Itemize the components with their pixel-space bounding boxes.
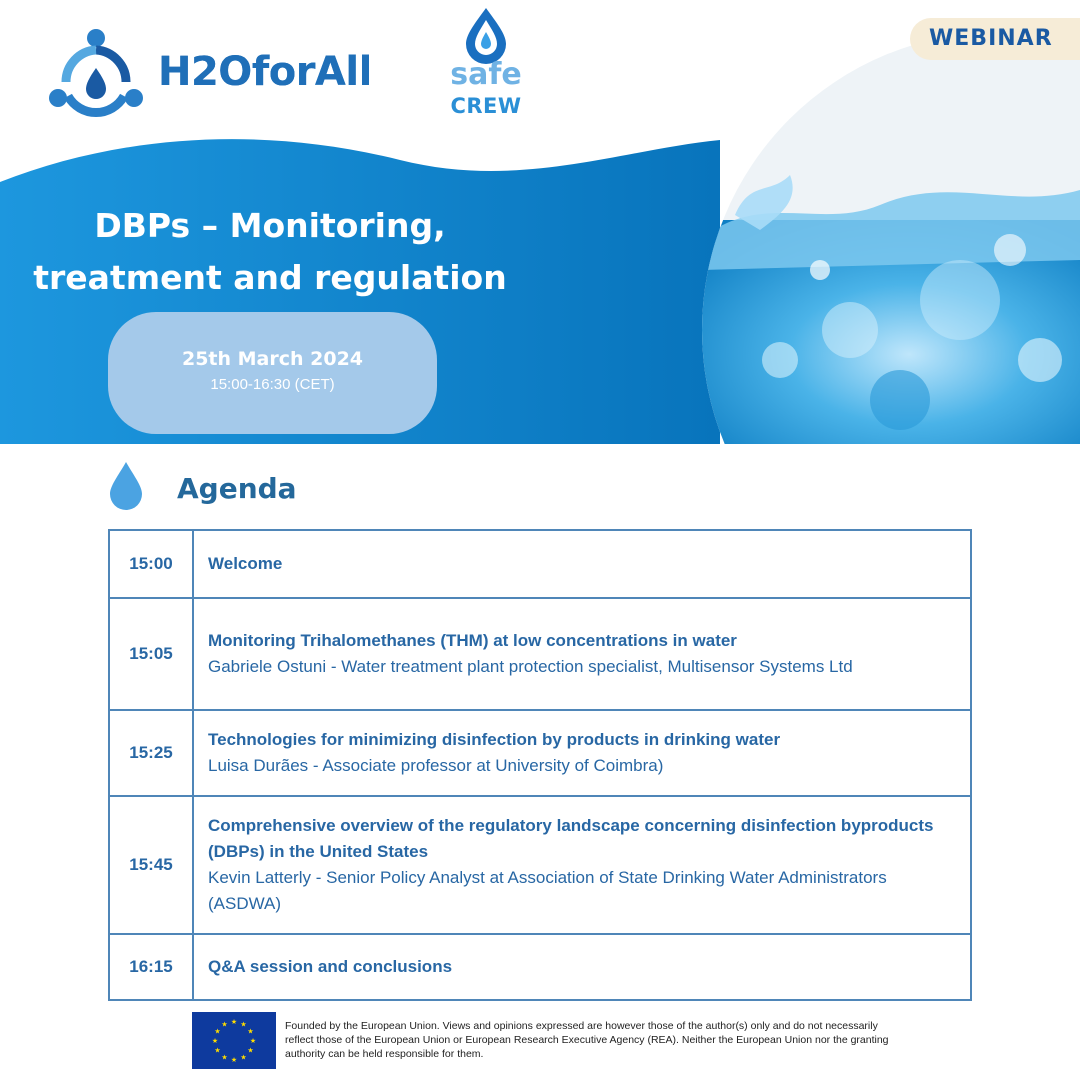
- hero-title: [20, 200, 520, 304]
- eu-star-icon: ★: [230, 1019, 238, 1026]
- eu-star-icon: ★: [221, 1021, 228, 1029]
- table-row: [109, 530, 971, 598]
- eu-star-icon: ★: [230, 1057, 238, 1064]
- agenda-time: 15:25: [109, 710, 193, 796]
- event-date: 25th March 2024: [181, 348, 364, 370]
- funding-disclaimer: Founded by the European Union. Views and opinions expressed are however those of the author(s) only and do not necessarily reflect those of the European Union or European Research Executive Agency (REA). Neither the European Union nor the granting authority can be held responsible for them.: [285, 1020, 889, 1060]
- eu-star-icon: ★: [240, 1054, 247, 1062]
- safe-logo-word: safe: [450, 57, 522, 92]
- agenda-topic: Technologies for minimizing disinfection by products in drinking water: [208, 730, 781, 749]
- agenda-topic: Monitoring Trihalomethanes (THM) at low concentrations in water: [208, 631, 737, 650]
- agenda-topic: Welcome: [208, 554, 283, 573]
- eu-flag-icon: [192, 1012, 276, 1069]
- agenda-topic: Q&A session and conclusions: [208, 957, 453, 976]
- agenda-speaker: Kevin Latterly - Senior Policy Analyst at Association of State Drinking Water Administrators (ASDWA): [208, 868, 887, 913]
- webinar-badge: WEBINAR: [910, 18, 1080, 60]
- agenda-item: [193, 796, 971, 934]
- table-row: [109, 598, 971, 710]
- hero-title-line-2: treatment and regulation: [33, 258, 507, 297]
- water-splash-image: [700, 30, 1080, 444]
- agenda-topic: Comprehensive overview of the regulatory landscape concerning disinfection byproducts (DBPs) in the United States: [208, 816, 934, 861]
- date-pill: [108, 312, 437, 434]
- eu-star-icon: ★: [247, 1047, 254, 1055]
- agenda-item: [193, 530, 971, 598]
- table-row: [109, 934, 971, 1000]
- agenda-item: [193, 710, 971, 796]
- agenda-speaker: Luisa Durães - Associate professor at University of Coimbra): [208, 756, 664, 775]
- water-drop-icon: [108, 460, 144, 512]
- table-row: [109, 796, 971, 934]
- agenda-time: 15:45: [109, 796, 193, 934]
- agenda-speaker: Gabriele Ostuni - Water treatment plant protection specialist, Multisensor Systems Ltd: [208, 657, 853, 676]
- agenda-item: [193, 934, 971, 1000]
- crew-logo-word: CREW: [450, 94, 522, 118]
- table-row: [109, 710, 971, 796]
- agenda-title: Agenda: [177, 472, 297, 505]
- eu-star-icon: ★: [211, 1038, 219, 1045]
- agenda-time: 15:00: [109, 530, 193, 598]
- eu-star-icon: ★: [221, 1054, 228, 1062]
- agenda-time: 15:05: [109, 598, 193, 710]
- hero-title-line-1: DBPs – Monitoring,: [94, 206, 446, 245]
- h2oforall-logo-text: H2OforAll: [158, 49, 372, 95]
- eu-star-icon: ★: [247, 1028, 254, 1036]
- eu-star-icon: ★: [240, 1021, 247, 1029]
- eu-star-icon: ★: [214, 1028, 221, 1036]
- agenda-item: [193, 598, 971, 710]
- agenda-table: [108, 529, 972, 1001]
- agenda-time: 16:15: [109, 934, 193, 1000]
- h2oforall-logo-icon: [46, 26, 146, 122]
- event-time: 15:00-16:30 (CET): [210, 376, 335, 393]
- eu-star-icon: ★: [214, 1047, 221, 1055]
- eu-star-icon: ★: [249, 1038, 257, 1045]
